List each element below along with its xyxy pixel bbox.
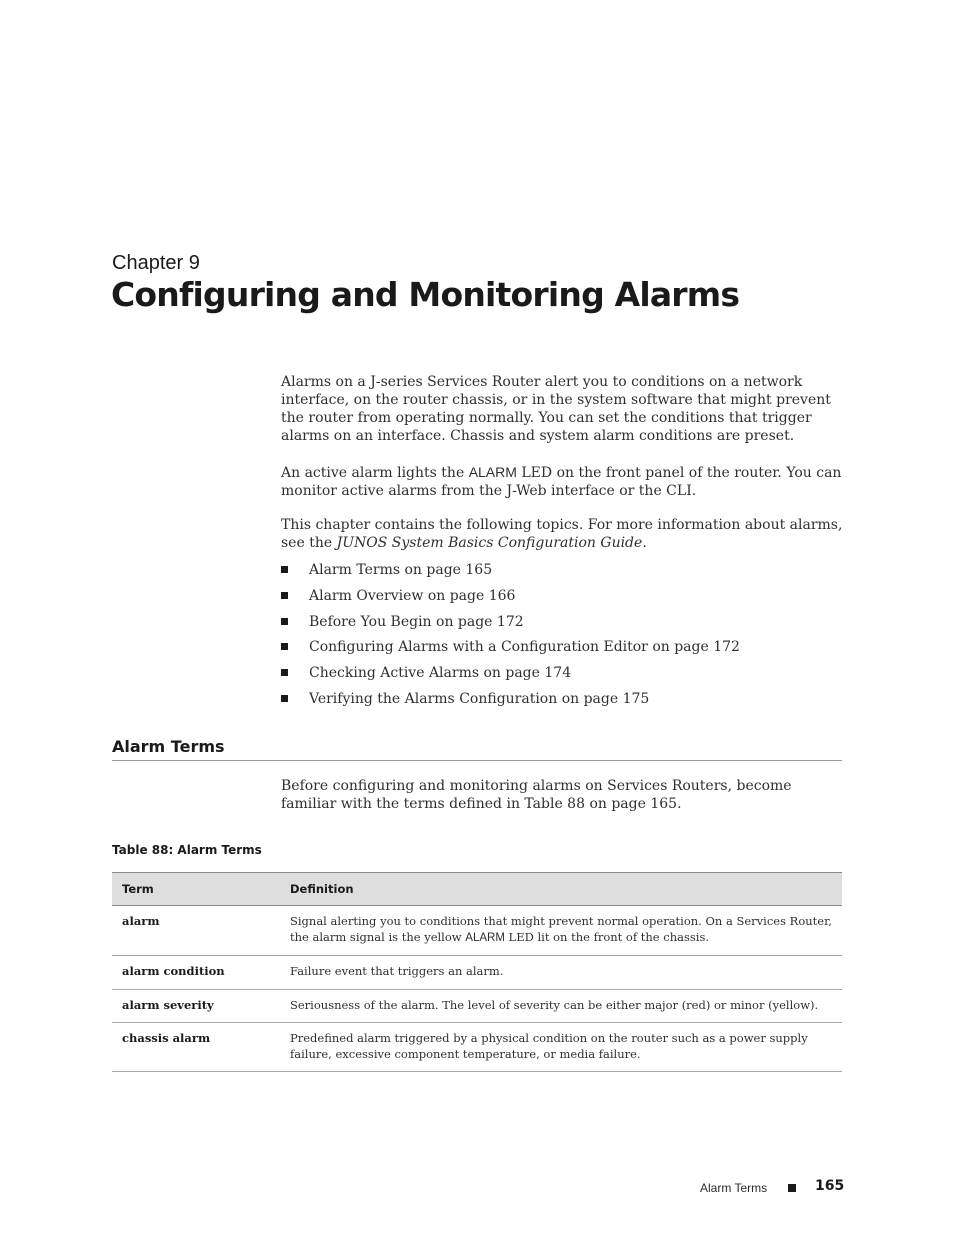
topic-link[interactable]: Verifying the Alarms Configuration on page 175 (309, 690, 650, 707)
topic-link[interactable]: Alarm Overview on page 166 (309, 587, 516, 604)
topic-link[interactable]: Configuring Alarms with a Configuration Editor on page 172 (309, 639, 740, 656)
section-heading-alarm-terms: Alarm Terms (112, 737, 225, 756)
topic-item[interactable] (281, 664, 841, 690)
chapter-title: Configuring and Monitoring Alarms (111, 275, 740, 314)
definition-cell: Seriousness of the alarm. The level of severity can be either major (red) or minor (yellow). (280, 989, 842, 1023)
intro-text-1: Alarms on a J-series Services Router alert you to conditions on a network interface, on the router chassis, or in the system software that might prevent the router from operating normally. You can set the conditions that trigger alarms on an interface. Chassis and system alarm conditions are preset. (281, 374, 831, 444)
bullet-icon (281, 592, 288, 599)
bullet-icon (281, 618, 288, 625)
footer-page-number: 165 (815, 1178, 845, 1194)
topic-link[interactable]: Alarm Terms on page 165 (309, 562, 493, 578)
topic-item[interactable] (281, 638, 841, 664)
footer-section-name: Alarm Terms (700, 1181, 768, 1195)
definition-cell: Predefined alarm triggered by a physical condition on the router such as a power supply failure, excessive component temperature, or media failure. (280, 1023, 842, 1072)
intro-text-3 (281, 516, 843, 552)
intro-text-2-before: An active alarm lights the (281, 465, 469, 481)
topic-item[interactable] (281, 690, 841, 716)
alarm-led-name: ALARM (465, 931, 505, 944)
topic-item[interactable] (281, 613, 841, 639)
intro-paragraph-2 (281, 463, 843, 500)
definition-cell: Failure event that triggers an alarm. (280, 956, 842, 990)
table-header-row (112, 873, 842, 906)
term-cell: chassis alarm (112, 1023, 280, 1072)
term-cell: alarm severity (112, 989, 280, 1023)
definition-cell (280, 906, 842, 956)
alarm-terms-text: Before configuring and monitoring alarms on Services Routers, become familiar with the terms defined in Table 88 on page 165. (281, 778, 792, 812)
guide-reference[interactable]: JUNOS System Basics Configuration Guide (336, 535, 643, 551)
alarm-terms-paragraph (281, 777, 843, 813)
intro-text-2 (281, 463, 843, 500)
alarm-terms-table (112, 872, 842, 1072)
topic-list (281, 561, 841, 716)
table-caption: Table 88: Alarm Terms (112, 843, 262, 857)
bullet-icon (281, 669, 288, 676)
column-header-term: Term (112, 873, 280, 906)
table-row (112, 989, 842, 1023)
intro-text-3-after: . (642, 535, 647, 551)
intro-paragraph-3 (281, 516, 843, 552)
intro-paragraph-1 (281, 373, 843, 445)
chapter-label: Chapter 9 (112, 252, 200, 274)
section-rule (112, 760, 842, 761)
column-header-definition: Definition (280, 873, 842, 906)
topic-link[interactable]: Checking Active Alarms on page 174 (309, 665, 572, 682)
bullet-icon (281, 566, 288, 573)
table-row (112, 906, 842, 956)
bullet-icon (281, 695, 288, 702)
definition-after: LED lit on the front of the chassis. (504, 929, 710, 944)
table-row (112, 956, 842, 990)
table-row (112, 1023, 842, 1072)
topic-link[interactable]: Before You Begin on page 172 (309, 613, 524, 630)
footer-bullet-icon (788, 1184, 796, 1192)
term-cell: alarm condition (112, 956, 280, 990)
intro-text-3-before: This chapter contains the following topics. For more information about alarms, see the (281, 517, 843, 551)
topic-item[interactable] (281, 587, 841, 613)
alarm-led-name: ALARM (468, 464, 517, 480)
topic-item[interactable] (281, 561, 841, 587)
bullet-icon (281, 643, 288, 650)
term-cell: alarm (112, 906, 280, 956)
intro-text-2-after: LED on the front panel of the router. You can monitor active alarms from the J-Web interface or the CLI. (281, 465, 842, 499)
definition-before: Signal alerting you to conditions that might prevent normal operation. On a Services Router, the alarm signal is the yellow (290, 914, 832, 944)
